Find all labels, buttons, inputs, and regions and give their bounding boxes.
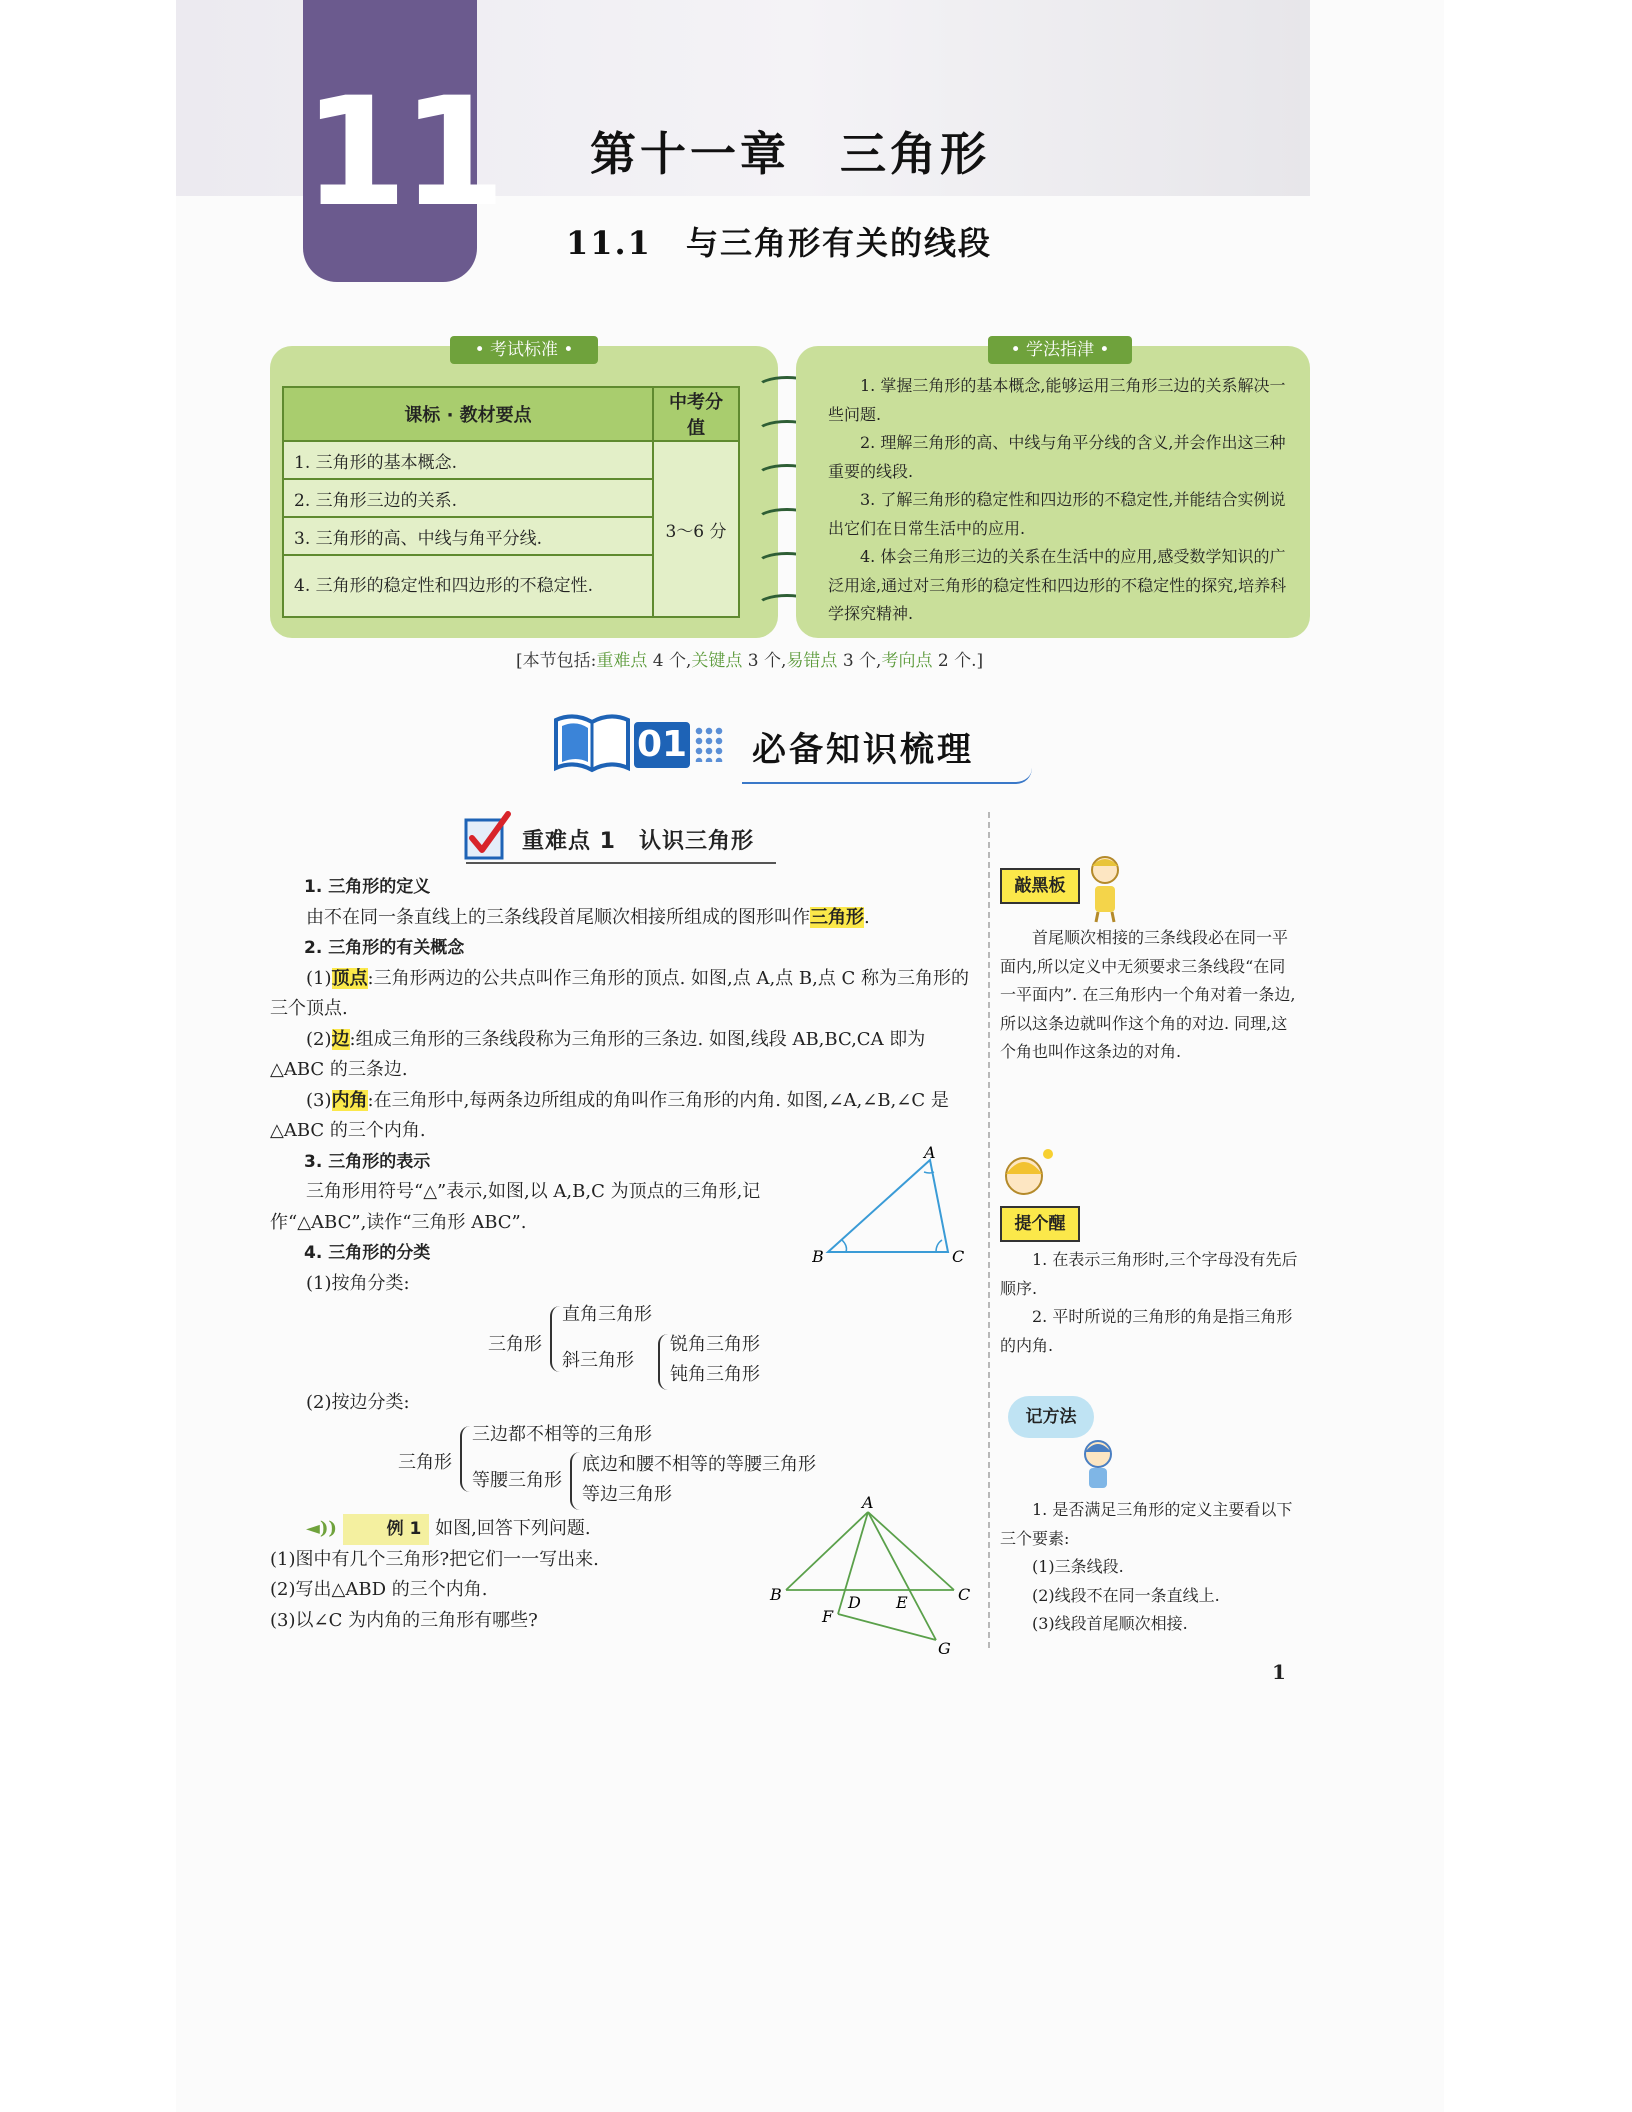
heading-definition: 1. 三角形的定义 [304,877,431,897]
note-text: 1. 在表示三角形时,三个字母没有先后顺序. [1000,1250,1298,1298]
heading-classification: 4. 三角形的分类 [304,1243,431,1263]
sidebar-tag: 提个醒 [1000,1206,1080,1242]
study-law-item: 2. 理解三角形的高、中线与角平分线的含义,并会作出这三种重要的线段. [828,433,1286,481]
paragraph: 三角形用符号“△”表示,如图,以 A,B,C 为顶点的三角形,记作“△ABC”,读作“三角形 ABC”. [270,1181,761,1233]
brace [550,1306,562,1372]
sidebar-tag: 敲黑板 [1000,868,1080,904]
note-text: (3)线段首尾顺次相接. [1032,1614,1188,1633]
note-text: 2. 平时所说的三角形的角是指三角形的内角. [1000,1307,1293,1355]
tree-node: 等边三角形 [582,1484,672,1505]
sidebar-tag: 记方法 [1008,1396,1094,1438]
tree-node: 等腰三角形 [472,1470,562,1491]
question: (2)写出△ABD 的三个内角. [270,1579,488,1600]
keypoint-heading [460,806,780,866]
angle-classification [488,1300,788,1390]
underline-decoration [742,768,1032,784]
table-header: 课标 · 教材要点 [283,387,653,441]
table-cell: 4. 三角形的稳定性和四边形的不稳定性. [283,555,653,617]
section-summary: [本节包括:重难点 4 个,关键点 3 个,易错点 3 个,考向点 2 个.] [516,651,984,671]
paragraph: (1)按角分类: [306,1272,410,1294]
point-label: D [848,1593,861,1612]
classification-side-label [270,1388,974,1419]
tree-node: 钝角三角形 [670,1364,760,1385]
note-text: (2)线段不在同一条直线上. [1032,1585,1220,1605]
point-label: C [958,1585,971,1604]
brace [570,1452,582,1510]
exam-standard-label: • 考试标准 • [450,336,598,364]
speaker-icon: ◄)) [306,1518,337,1539]
point-label: E [896,1593,908,1612]
heading-notation: 3. 三角形的表示 [304,1151,431,1172]
section-heading [552,712,1032,782]
keypoint-title: 重难点 1 认识三角形 [522,829,754,854]
sidebar-note [1000,1246,1300,1360]
paragraph: (2)按边分类: [306,1392,410,1413]
note-text: 首尾顺次相接的三条线段必在同一平面内,所以定义中无须要求三条线段“在同一平面内”. 在三角形内一个角对着一条边,所以这条边就叫作这个角的对边. 同理,这个角也叫作这条边的对角. [1000,928,1296,1061]
section-heading-title: 必备知识梳理 [752,730,974,770]
vertex-label-c: C [952,1247,965,1266]
tree-node: 三边都不相等的三角形 [472,1424,652,1445]
point-label: G [938,1639,951,1658]
table-header: 中考分值 [653,387,739,441]
point-label: B [770,1585,782,1604]
teacher-icon [1084,854,1126,924]
vertex-label-a: A [924,1146,936,1162]
question: (3)以∠C 为内角的三角形有哪些? [270,1609,538,1631]
sidebar-note [1000,924,1300,1067]
sidebar-note [1000,1496,1300,1639]
example-figure [766,1496,986,1666]
tree-root: 三角形 [398,1452,452,1473]
tree-node: 斜三角形 [562,1350,634,1371]
note-text: 1. 是否满足三角形的定义主要看以下三个要素: [1000,1500,1293,1548]
point-label: A [862,1496,874,1512]
table-cell: 3. 三角形的高、中线与角平分线. [283,517,653,555]
page-number: 1 [1272,1660,1286,1684]
section-title: 11.1 与三角形有关的线段 [566,224,992,262]
exam-standard-table [282,386,740,618]
keypoint-underline [466,862,776,864]
tree-node: 锐角三角形 [670,1334,760,1355]
study-law-item: 4. 体会三角形三边的关系在生活中的应用,感受数学知识的广泛用途,通过对三角形的稳定性和四边形的不稳定性的探究,培养科学探究精神. [828,547,1287,623]
paragraph: (1)顶点:三角形两边的公共点叫作三角形的顶点. 如图,点 A,点 B,点 C 称为三角形的三个顶点. [270,967,970,1019]
book-icon [552,712,632,774]
chapter-title: 第十一章 三角形 [590,127,990,181]
study-law-item: 1. 掌握三角形的基本概念,能够运用三角形三边的关系解决一些问题. [828,376,1286,424]
paragraph: 由不在同一条直线上的三条线段首尾顺次相接所组成的图形叫作三角形. [306,906,870,928]
study-law-item: 3. 了解三角形的稳定性和四边形的不稳定性,并能结合实例说出它们在日常生活中的应用. [828,490,1286,538]
study-law-label: • 学法指津 • [988,336,1132,364]
girl-icon [1000,1146,1060,1202]
paragraph: (3)内角:在三角形中,每两条边所组成的角叫作三角形的内角. 如图,∠A,∠B,∠C 是△ABC 的三个内角. [270,1089,949,1141]
boy-icon [1078,1436,1118,1492]
paragraph: (2)边:组成三角形的三条线段称为三角形的三条边. 如图,线段 AB,BC,CA 即为△ABC 的三条边. [270,1028,926,1080]
study-law-text [828,372,1298,629]
tree-root: 三角形 [488,1334,542,1355]
tree-node: 底边和腰不相等的等腰三角形 [582,1454,816,1475]
heading-concepts: 2. 三角形的有关概念 [304,938,465,958]
point-label: F [822,1607,834,1626]
score-cell: 3～6 分 [653,441,739,617]
brace [658,1334,670,1390]
table-cell: 1. 三角形的基本概念. [283,441,653,479]
chapter-number: 11 [303,66,500,240]
section-number: 01 [634,722,690,768]
example-intro: ◄)) 例 1 如图,回答下列问题. [270,1514,974,1545]
note-text: (1)三条线段. [1032,1557,1124,1576]
vertex-label-b: B [812,1247,824,1266]
dots-decoration [694,726,724,762]
triangle-abc-figure [812,1146,992,1276]
tree-node: 直角三角形 [562,1304,652,1325]
brace [460,1426,472,1492]
example-badge: 例 1 [343,1514,430,1545]
checkmark-icon [460,808,516,864]
table-cell: 2. 三角形三边的关系. [283,479,653,517]
question: (1)图中有几个三角形?把它们一一写出来. [270,1548,599,1570]
